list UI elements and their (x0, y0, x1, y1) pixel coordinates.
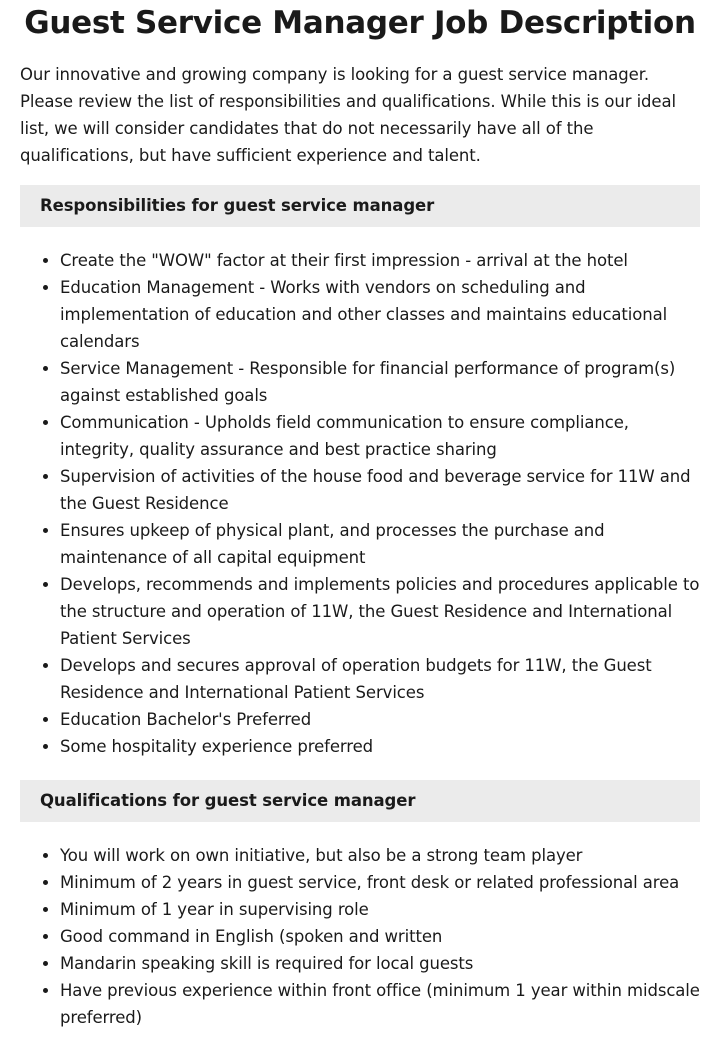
list-item: • Develops and secures approval of operation budgets for 11W, the Guest Residence and International Patient Services (60, 652, 700, 706)
list-item: • Mandarin speaking skill is required for local guests (60, 950, 700, 977)
list-item: • Minimum of 1 year in supervising role (60, 896, 700, 923)
page-title: Guest Service Manager Job Description (24, 5, 696, 41)
list-item: • Service Management - Responsible for financial performance of program(s) against established goals (60, 355, 700, 409)
list-item: • Education Management - Works with vendors on scheduling and implementation of education and other classes and maintains educational calendars (60, 274, 700, 355)
list-item: • Education Bachelor's Preferred (60, 706, 700, 733)
list-item: • Have previous experience within front office (minimum 1 year within midscale preferred) (60, 977, 700, 1031)
list-item: • Supervision of activities of the house food and beverage service for 11W and the Guest Residence (60, 463, 700, 517)
list-item: • Ensures upkeep of physical plant, and processes the purchase and maintenance of all capital equipment (60, 517, 700, 571)
list-item: • Minimum of 2 years in guest service, front desk or related professional area (60, 869, 700, 896)
responsibilities-list (20, 247, 700, 760)
list-item: • Develops, recommends and implements policies and procedures applicable to the structure and operation of 11W, the Guest Residence and International Patient Services (60, 571, 700, 652)
responsibilities-heading: Responsibilities for guest service manager (20, 185, 700, 227)
intro-paragraph: Our innovative and growing company is looking for a guest service manager. Please review the list of responsibilities and qualifications. While this is our ideal list, we will consider candidates that do not necessarily have all of the qualifications, but have sufficient experience and talent. (20, 65, 676, 165)
list-item: • Some hospitality experience preferred (60, 733, 700, 760)
list-item: • You will work on own initiative, but also be a strong team player (60, 842, 700, 869)
list-item: • Good command in English (spoken and written (60, 923, 700, 950)
list-item: • Create the "WOW" factor at their first impression - arrival at the hotel (60, 247, 700, 274)
list-item: • Communication - Upholds field communication to ensure compliance, integrity, quality assurance and best practice sharing (60, 409, 700, 463)
qualifications-list (20, 842, 700, 1031)
qualifications-heading: Qualifications for guest service manager (20, 780, 700, 822)
